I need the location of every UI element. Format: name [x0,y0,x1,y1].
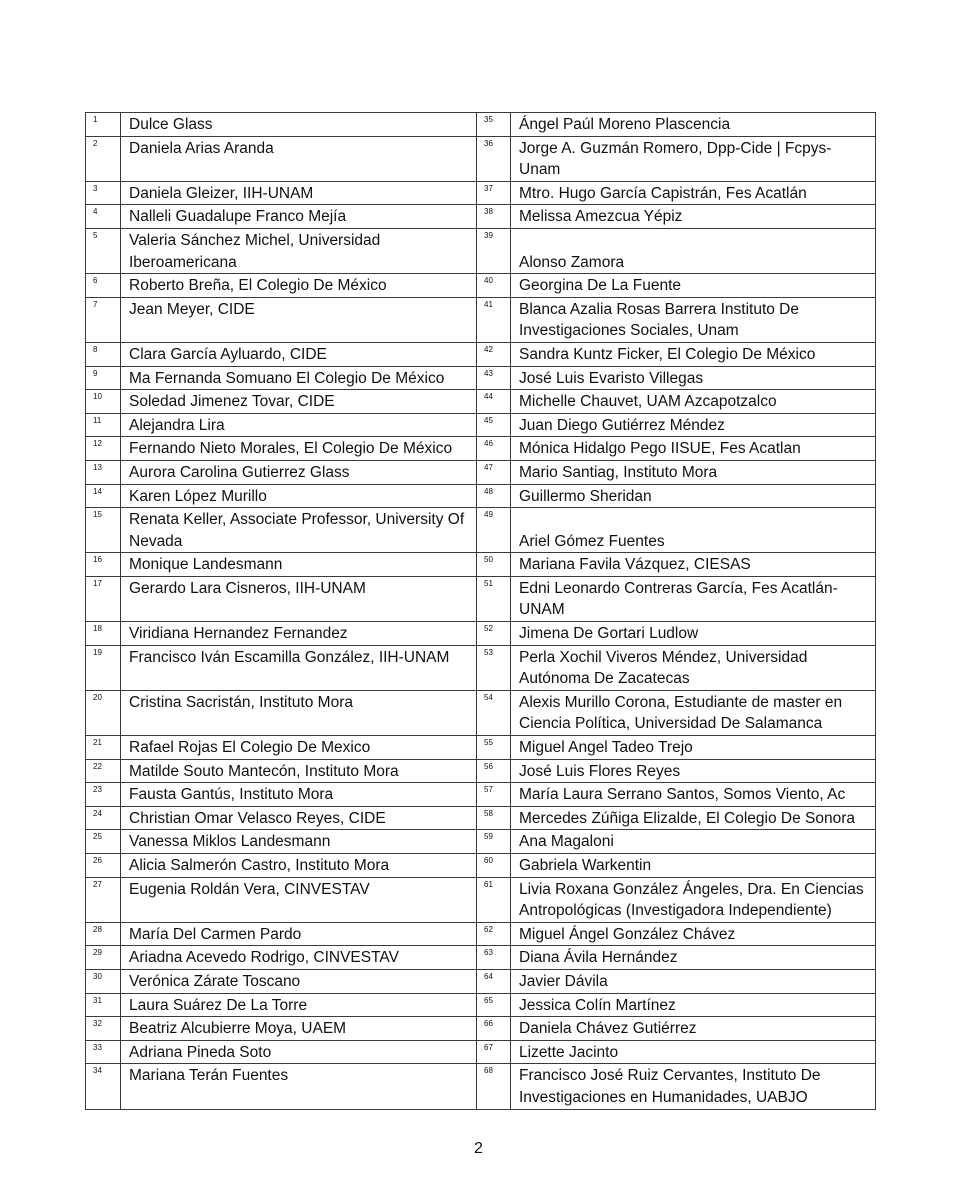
signatory-name-left: Christian Omar Velasco Reyes, CIDE [121,806,477,830]
row-number-right: 53 [477,645,511,690]
signatory-name-left: Jean Meyer, CIDE [121,297,477,342]
signatory-name-left: Eugenia Roldán Vera, CINVESTAV [121,877,477,922]
signatory-name-right: Blanca Azalia Rosas Barrera Instituto De Investigaciones Sociales, Unam [511,297,876,342]
table-row [86,645,876,690]
row-number-left: 3 [86,181,121,205]
row-number-right: 65 [477,993,511,1017]
row-number-left: 33 [86,1040,121,1064]
signatory-name-left: Matilde Souto Mantecón, Instituto Mora [121,759,477,783]
signatory-name-left: Rafael Rojas El Colegio De Mexico [121,736,477,760]
table-row [86,946,876,970]
signatory-name-right: Lizette Jacinto [511,1040,876,1064]
signatory-name-right: Mariana Favila Vázquez, CIESAS [511,553,876,577]
signatory-name-right: Alexis Murillo Corona, Estudiante de master en Ciencia Política, Universidad De Salamanca [511,690,876,735]
table-row [86,922,876,946]
signatory-name-left: Laura Suárez De La Torre [121,993,477,1017]
signatory-name-right: Livia Roxana González Ángeles, Dra. En Ciencias Antropológicas (Investigadora Independiente) [511,877,876,922]
signatory-name-right: Jessica Colín Martínez [511,993,876,1017]
signatory-name-left: Alejandra Lira [121,413,477,437]
row-number-left: 2 [86,136,121,181]
table-row [86,877,876,922]
signatory-name-right: Edni Leonardo Contreras García, Fes Acatlán-UNAM [511,576,876,621]
signatory-name-left: Viridiana Hernandez Fernandez [121,622,477,646]
signatory-name-left: Alicia Salmerón Castro, Instituto Mora [121,854,477,878]
signatory-name-left: Vanessa Miklos Landesmann [121,830,477,854]
signatory-name-left: Cristina Sacristán, Instituto Mora [121,690,477,735]
row-number-left: 15 [86,508,121,553]
row-number-right: 40 [477,274,511,298]
signatory-name-left: Verónica Zárate Toscano [121,969,477,993]
row-number-right: 54 [477,690,511,735]
row-number-right: 59 [477,830,511,854]
row-number-right: 41 [477,297,511,342]
row-number-left: 9 [86,366,121,390]
table-row [86,228,876,273]
row-number-right: 46 [477,437,511,461]
table-row [86,1017,876,1041]
row-number-left: 20 [86,690,121,735]
signatory-name-right: Daniela Chávez Gutiérrez [511,1017,876,1041]
signatory-name-right: Jimena De Gortari Ludlow [511,622,876,646]
signatory-name-left: Adriana Pineda Soto [121,1040,477,1064]
row-number-left: 29 [86,946,121,970]
row-number-left: 8 [86,342,121,366]
signatory-name-right: Michelle Chauvet, UAM Azcapotzalco [511,390,876,414]
table-row [86,1064,876,1109]
signatory-name-left: Roberto Breña, El Colegio De México [121,274,477,298]
signatory-name-right: José Luis Evaristo Villegas [511,366,876,390]
row-number-right: 60 [477,854,511,878]
signatory-name-left: Daniela Gleizer, IIH-UNAM [121,181,477,205]
row-number-right: 38 [477,205,511,229]
row-number-left: 23 [86,783,121,807]
table-row [86,576,876,621]
row-number-right: 62 [477,922,511,946]
signatory-name-right: Jorge A. Guzmán Romero, Dpp-Cide | Fcpys-Unam [511,136,876,181]
row-number-right: 67 [477,1040,511,1064]
row-number-left: 30 [86,969,121,993]
row-number-right: 61 [477,877,511,922]
signatory-name-left: Aurora Carolina Gutierrez Glass [121,460,477,484]
signatory-name-left: Daniela Arias Aranda [121,136,477,181]
table-row [86,508,876,553]
signatory-name-right: Francisco José Ruiz Cervantes, Instituto De Investigaciones en Humanidades, UABJO [511,1064,876,1109]
table-row [86,366,876,390]
row-number-right: 68 [477,1064,511,1109]
table-row [86,806,876,830]
row-number-left: 10 [86,390,121,414]
row-number-right: 55 [477,736,511,760]
row-number-left: 28 [86,922,121,946]
signatory-name-right: Diana Ávila Hernández [511,946,876,970]
table-row [86,783,876,807]
signatory-name-left: Mariana Terán Fuentes [121,1064,477,1109]
table-row [86,297,876,342]
row-number-left: 11 [86,413,121,437]
row-number-right: 37 [477,181,511,205]
row-number-left: 18 [86,622,121,646]
row-number-right: 58 [477,806,511,830]
row-number-left: 27 [86,877,121,922]
signatory-name-right: José Luis Flores Reyes [511,759,876,783]
row-number-left: 4 [86,205,121,229]
row-number-left: 31 [86,993,121,1017]
signatory-name-left: Nalleli Guadalupe Franco Mejía [121,205,477,229]
row-number-left: 5 [86,228,121,273]
row-number-right: 39 [477,228,511,273]
signatory-name-right: Ángel Paúl Moreno Plascencia [511,113,876,137]
signatory-name-right: María Laura Serrano Santos, Somos Viento, Ac [511,783,876,807]
row-number-left: 22 [86,759,121,783]
row-number-left: 1 [86,113,121,137]
row-number-right: 50 [477,553,511,577]
table-row [86,460,876,484]
row-number-right: 36 [477,136,511,181]
signatory-name-left: Ma Fernanda Somuano El Colegio De México [121,366,477,390]
signatory-name-right: Mónica Hidalgo Pego IISUE, Fes Acatlan [511,437,876,461]
page-number: 2 [474,1140,483,1157]
row-number-right: 47 [477,460,511,484]
signatory-name-left: Dulce Glass [121,113,477,137]
row-number-right: 44 [477,390,511,414]
signatory-name-left: Francisco Iván Escamilla González, IIH-UNAM [121,645,477,690]
table-row [86,390,876,414]
row-number-left: 25 [86,830,121,854]
signatory-name-left: Fausta Gantús, Instituto Mora [121,783,477,807]
row-number-right: 42 [477,342,511,366]
signatory-name-right: Georgina De La Fuente [511,274,876,298]
table-row [86,437,876,461]
signatory-name-left: Ariadna Acevedo Rodrigo, CINVESTAV [121,946,477,970]
signatories-table [85,112,876,1110]
row-number-left: 17 [86,576,121,621]
signatory-name-left: Karen López Murillo [121,484,477,508]
signatory-name-right: Mtro. Hugo García Capistrán, Fes Acatlán [511,181,876,205]
row-number-right: 35 [477,113,511,137]
signatory-name-left: María Del Carmen Pardo [121,922,477,946]
signatory-name-right: Alonso Zamora [511,228,876,273]
table-row [86,854,876,878]
signatory-name-left: Soledad Jimenez Tovar, CIDE [121,390,477,414]
signatory-name-left: Monique Landesmann [121,553,477,577]
table-row [86,993,876,1017]
row-number-left: 6 [86,274,121,298]
table-row [86,830,876,854]
table-row [86,113,876,137]
row-number-left: 34 [86,1064,121,1109]
table-row [86,1040,876,1064]
table-row [86,759,876,783]
signatory-name-right: Miguel Angel Tadeo Trejo [511,736,876,760]
signatory-name-right: Sandra Kuntz Ficker, El Colegio De México [511,342,876,366]
signatory-name-right: Gabriela Warkentin [511,854,876,878]
signatory-name-left: Renata Keller, Associate Professor, University Of Nevada [121,508,477,553]
row-number-left: 32 [86,1017,121,1041]
row-number-right: 64 [477,969,511,993]
row-number-left: 21 [86,736,121,760]
table-row [86,969,876,993]
row-number-left: 16 [86,553,121,577]
table-row [86,181,876,205]
row-number-right: 52 [477,622,511,646]
signatory-name-right: Juan Diego Gutiérrez Méndez [511,413,876,437]
row-number-right: 45 [477,413,511,437]
row-number-right: 56 [477,759,511,783]
signatory-name-right: Guillermo Sheridan [511,484,876,508]
signatory-name-right: Perla Xochil Viveros Méndez, Universidad Autónoma De Zacatecas [511,645,876,690]
signatory-name-left: Valeria Sánchez Michel, Universidad Iberoamericana [121,228,477,273]
row-number-left: 13 [86,460,121,484]
row-number-left: 19 [86,645,121,690]
signatory-name-left: Gerardo Lara Cisneros, IIH-UNAM [121,576,477,621]
row-number-left: 12 [86,437,121,461]
table-row [86,622,876,646]
table-row [86,274,876,298]
table-row [86,413,876,437]
row-number-left: 14 [86,484,121,508]
row-number-right: 48 [477,484,511,508]
signatory-name-left: Clara García Ayluardo, CIDE [121,342,477,366]
signatory-name-left: Beatriz Alcubierre Moya, UAEM [121,1017,477,1041]
signatories-table-body [86,113,876,1110]
row-number-right: 51 [477,576,511,621]
row-number-left: 7 [86,297,121,342]
row-number-right: 49 [477,508,511,553]
signatory-name-right: Mario Santiag, Instituto Mora [511,460,876,484]
row-number-right: 57 [477,783,511,807]
signatory-name-left: Fernando Nieto Morales, El Colegio De México [121,437,477,461]
signatory-name-right: Ana Magaloni [511,830,876,854]
table-row [86,136,876,181]
row-number-right: 43 [477,366,511,390]
signatory-name-right: Ariel Gómez Fuentes [511,508,876,553]
table-row [86,342,876,366]
row-number-right: 66 [477,1017,511,1041]
signatory-name-right: Miguel Ángel González Chávez [511,922,876,946]
table-row [86,553,876,577]
table-row [86,736,876,760]
table-row [86,205,876,229]
signatory-name-right: Javier Dávila [511,969,876,993]
row-number-right: 63 [477,946,511,970]
table-row [86,690,876,735]
signatory-name-right: Mercedes Zúñiga Elizalde, El Colegio De Sonora [511,806,876,830]
table-row [86,484,876,508]
row-number-left: 24 [86,806,121,830]
signatory-name-right: Melissa Amezcua Yépiz [511,205,876,229]
row-number-left: 26 [86,854,121,878]
